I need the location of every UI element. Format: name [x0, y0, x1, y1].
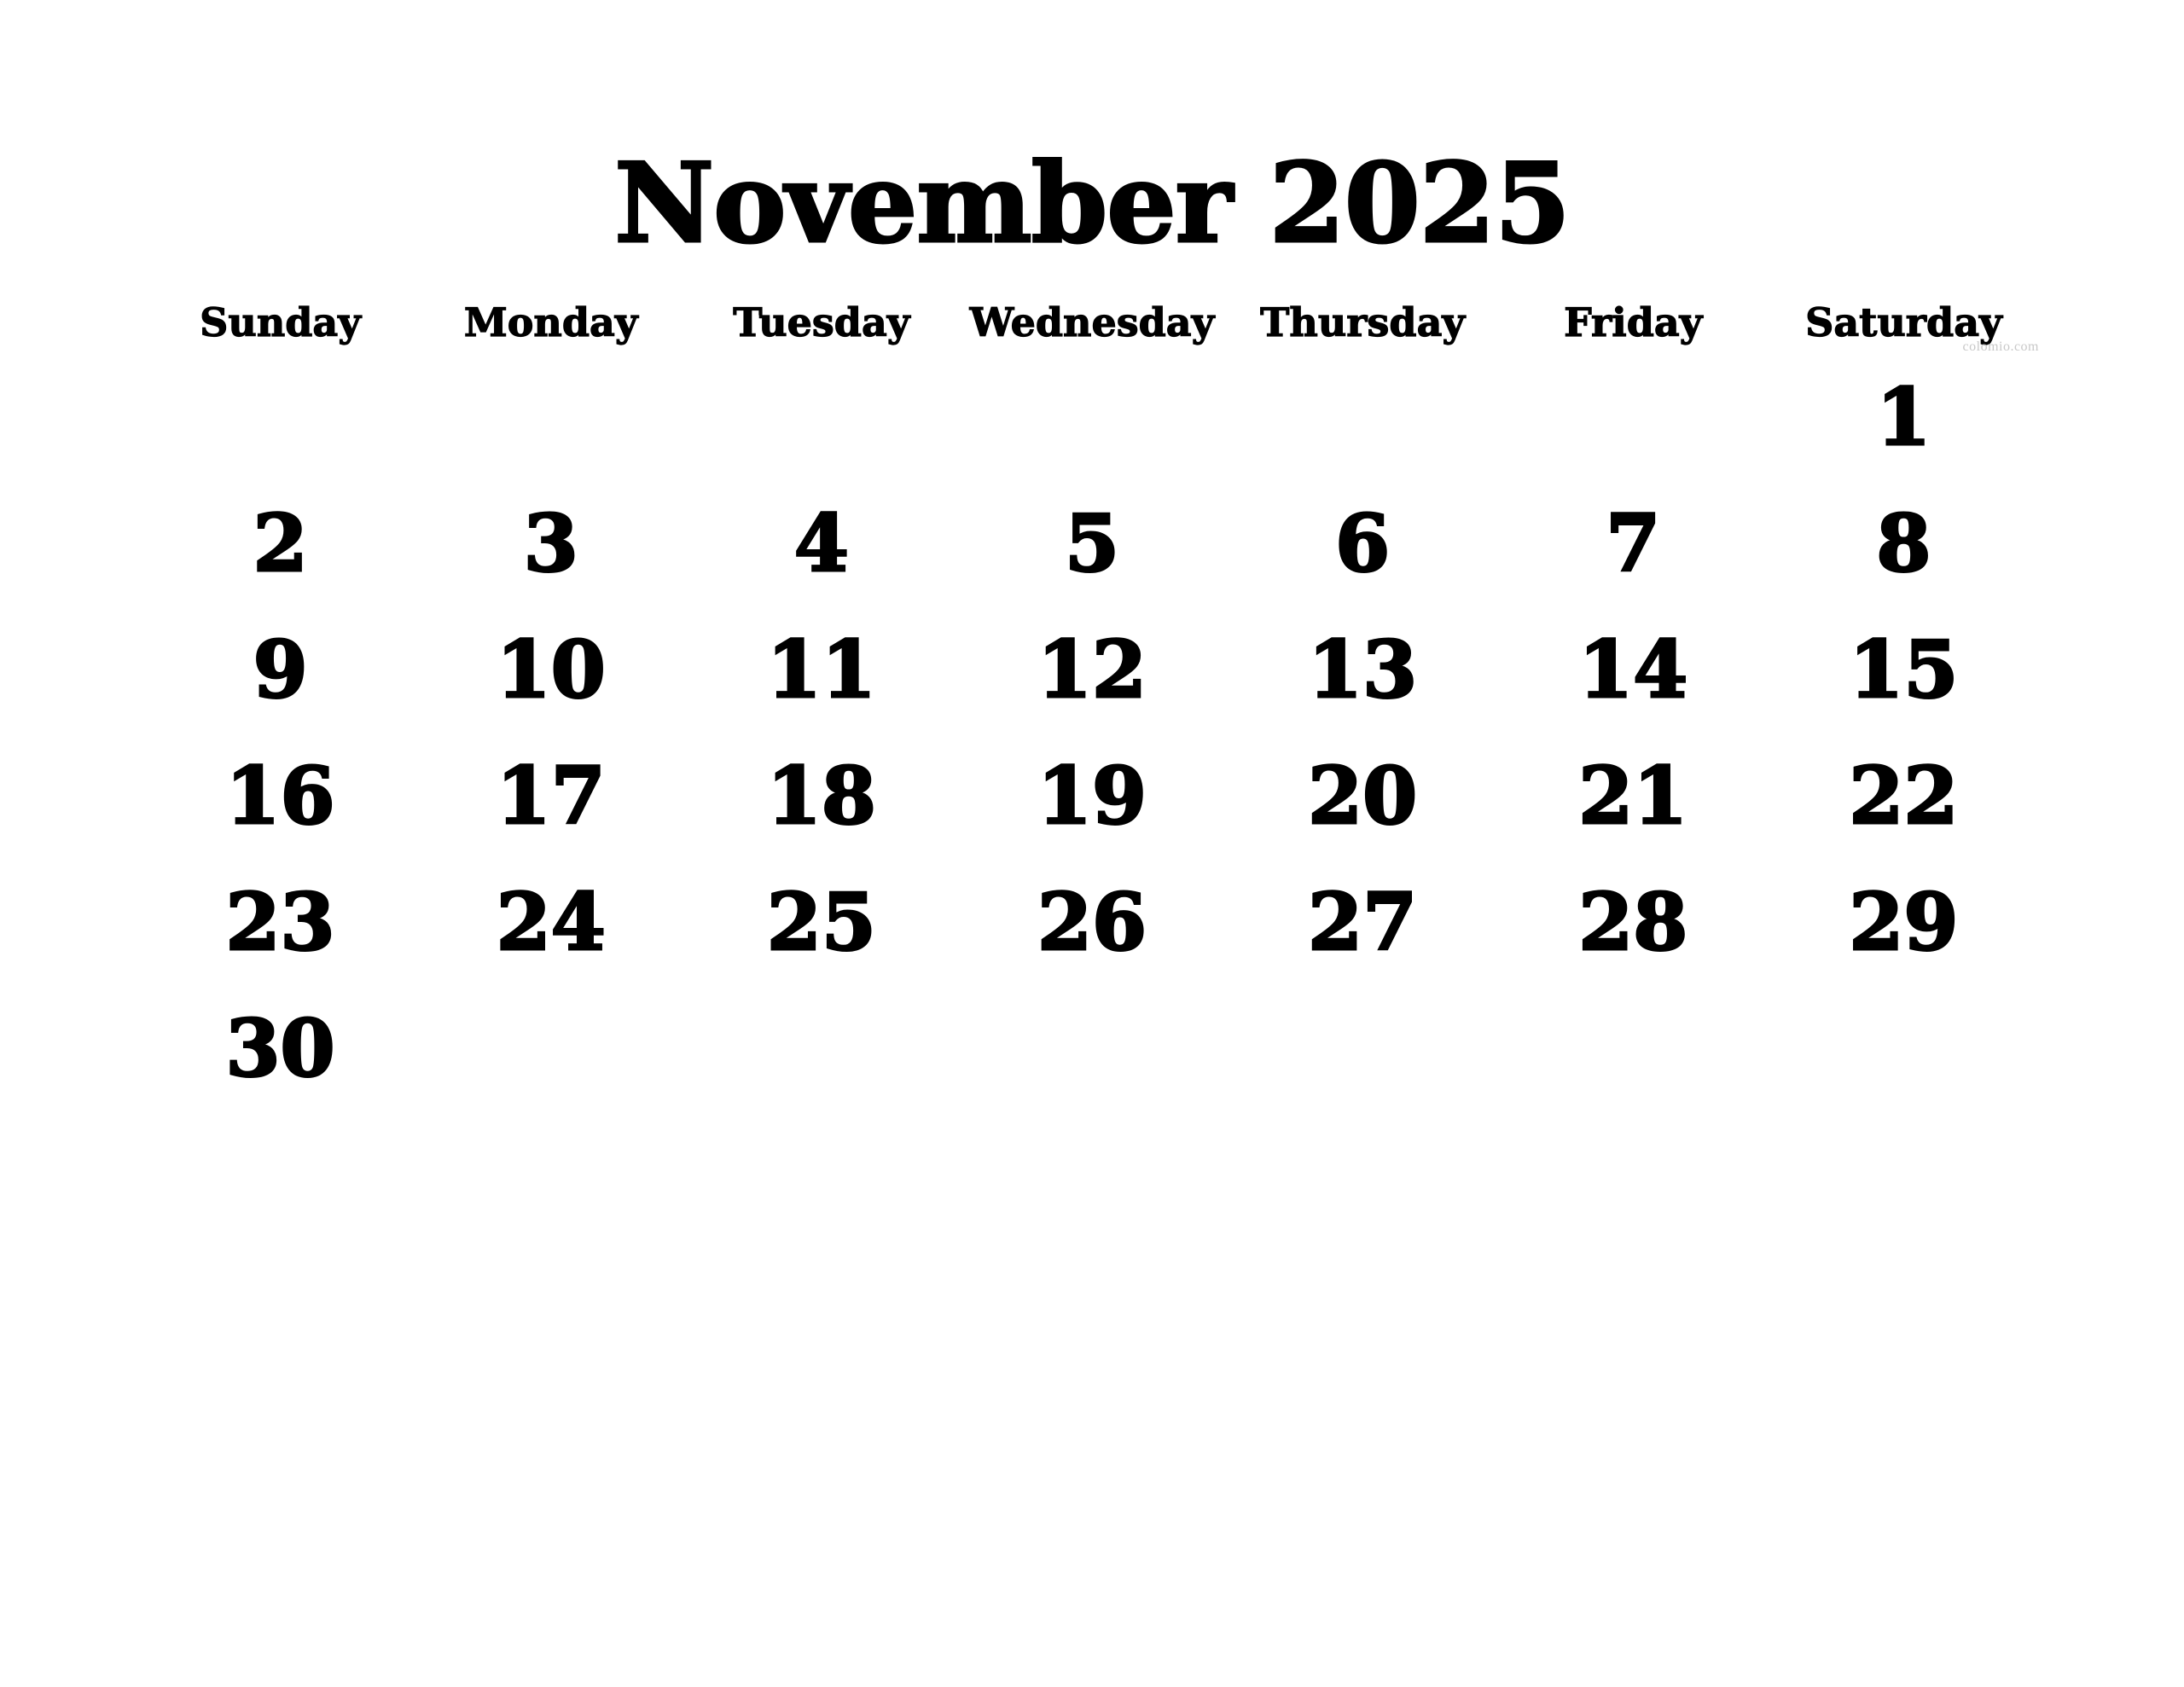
day-cell: 28	[1578, 876, 1688, 968]
day-cell: 22	[1849, 750, 1959, 842]
weekday-header-wednesday: Wednesday	[969, 299, 1215, 345]
day-cell: 29	[1849, 876, 1959, 968]
day-cell: 23	[225, 876, 335, 968]
day-cell: 10	[496, 623, 606, 716]
day-cell: 20	[1308, 750, 1418, 842]
day-cell: 6	[1335, 497, 1391, 589]
day-cell-empty	[1769, 985, 2039, 1111]
day-cell: 25	[766, 876, 876, 968]
calendar-week-row	[145, 859, 2039, 985]
day-cell-empty	[686, 354, 956, 480]
day-cell: 14	[1578, 623, 1688, 716]
day-cell: 15	[1849, 623, 1959, 716]
weekday-header-tuesday: Tuesday	[733, 299, 910, 345]
day-cell-empty	[1498, 354, 1769, 480]
day-cell: 5	[1064, 497, 1119, 589]
day-cell-empty	[1228, 354, 1498, 480]
day-cell-empty	[145, 354, 415, 480]
page-title: November 2025	[614, 140, 1570, 268]
calendar-week-row	[145, 733, 2039, 859]
day-cell: 19	[1037, 750, 1147, 842]
day-cell-empty	[686, 985, 956, 1111]
calendar-week-row	[145, 985, 2039, 1111]
calendar-week-row	[145, 606, 2039, 733]
weekday-header-sunday: Sunday	[200, 299, 361, 345]
day-cell: 16	[225, 750, 335, 842]
weekday-header-thursday: Thursday	[1260, 299, 1466, 345]
day-cell: 18	[766, 750, 876, 842]
day-cell: 13	[1308, 623, 1418, 716]
day-cell: 24	[496, 876, 606, 968]
calendar-week-row	[145, 480, 2039, 606]
day-cell-empty	[956, 354, 1227, 480]
day-cell: 17	[496, 750, 606, 842]
day-cell: 2	[253, 497, 308, 589]
day-cell: 21	[1578, 750, 1688, 842]
day-cell: 12	[1037, 623, 1147, 716]
day-cell-empty	[956, 985, 1227, 1111]
day-cell: 7	[1606, 497, 1661, 589]
day-cell-empty	[415, 354, 686, 480]
day-cell: 8	[1876, 497, 1931, 589]
day-cell: 30	[225, 1002, 335, 1094]
day-cell: 26	[1037, 876, 1147, 968]
calendar-grid	[145, 299, 2039, 1111]
weekday-header-monday: Monday	[463, 299, 638, 345]
weekday-header-saturday: Saturday	[1805, 299, 2002, 345]
watermark-label: colomio.com	[1962, 339, 2039, 354]
day-cell-empty	[415, 985, 686, 1111]
day-cell-empty	[1498, 985, 1769, 1111]
day-cell: 4	[793, 497, 849, 589]
day-cell: 11	[766, 623, 876, 716]
day-cell-empty	[1228, 985, 1498, 1111]
calendar-week-row	[145, 354, 2039, 480]
weekday-header-friday: Friday	[1564, 299, 1703, 345]
day-cell: 3	[523, 497, 578, 589]
day-cell: 27	[1308, 876, 1418, 968]
day-cell: 1	[1876, 371, 1931, 463]
day-cell: 9	[253, 623, 308, 716]
calendar-header-row	[145, 299, 2039, 354]
